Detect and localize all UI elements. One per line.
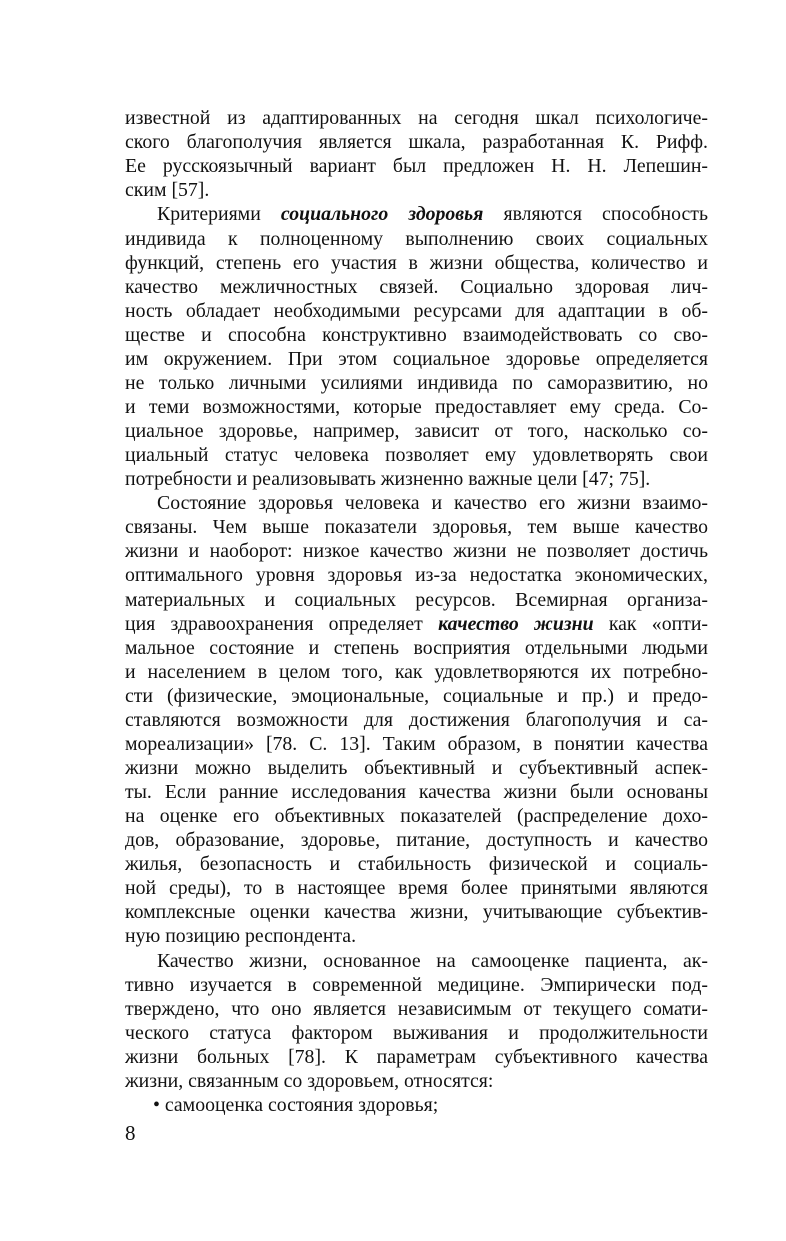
text-line: им окружением. При этом социальное здоровье определяется	[125, 348, 708, 370]
text-line: жизни можно выделить объективный и субъективный аспек-	[125, 757, 708, 779]
text-line: Ее русскоязычный вариант был предложен Н. Н. Лепешин-	[125, 155, 708, 177]
text-run: как «опти-	[593, 613, 708, 635]
text-line: дов, образование, здоровье, питание, доступность и качество	[125, 829, 708, 851]
text-line: потребности и реализовывать жизненно важные цели [47; 75].	[125, 468, 651, 490]
text-run: являются способность	[483, 203, 708, 225]
text-line: известной из адаптированных на сегодня шкал психологиче-	[125, 107, 708, 129]
text-line: циальное здоровье, например, зависит от того, насколько со-	[125, 420, 708, 442]
text-line: ческого статуса фактором выживания и продолжительности	[125, 1022, 708, 1044]
text-line: ность обладает необходимыми ресурсами для адаптации в об-	[125, 300, 708, 322]
text-line: комплексные оценки качества жизни, учитывающие субъектив-	[125, 901, 708, 923]
text-line: жизни больных [78]. К параметрам субъективного качества	[125, 1046, 708, 1068]
text-line	[157, 202, 708, 226]
text-line: сти (физические, эмоциональные, социальные и пр.) и предо-	[125, 685, 708, 707]
text-line: ставляются возможности для достижения благополучия и са-	[125, 709, 708, 731]
text-line: ной среды), то в настоящее время более принятыми являются	[125, 877, 708, 899]
text-line: оптимального уровня здоровья из-за недостатка экономических,	[125, 564, 708, 586]
text-line: на оценке его объективных показателей (распределение дохо-	[125, 805, 708, 827]
term-quality-of-life: качество жизни	[438, 613, 594, 635]
text-line: жизни и наоборот: низкое качество жизни не позволяет достичь	[125, 540, 708, 562]
text-line: не только личными усилиями индивида по саморазвитию, но	[125, 372, 708, 394]
text-line: мореализации» [78. С. 13]. Таким образом, в понятии качества	[125, 733, 708, 755]
text-line	[125, 612, 708, 636]
text-line: Качество жизни, основанное на самооценке пациента, ак-	[157, 950, 708, 972]
text-line: ским [57].	[125, 179, 210, 201]
term-social-health: социального здоровья	[280, 203, 484, 225]
text-line: и населением в целом того, как удовлетворяются их потребно-	[125, 661, 708, 683]
text-line: материальных и социальных ресурсов. Всемирная организа-	[125, 589, 708, 611]
text-line: циальный статус человека позволяет ему удовлетворять свои	[125, 444, 708, 466]
text-line: индивида к полноценному выполнению своих социальных	[125, 228, 708, 250]
text-line: и теми возможностями, которые предоставляет ему среда. Со-	[125, 396, 708, 418]
text-line: тверждено, что оно является независимым от текущего сомати-	[125, 998, 708, 1020]
text-line: Состояние здоровья человека и качество его жизни взаимо-	[157, 492, 708, 514]
text-line: ную позицию респондента.	[125, 925, 357, 947]
text-line: тивно изучается в современной медицине. Эмпирически под-	[125, 974, 708, 996]
text-line: жизни, связанным со здоровьем, относятся:	[125, 1070, 494, 1092]
text-line: ского благополучия является шкала, разработанная К. Рифф.	[125, 131, 708, 153]
text-line: мальное состояние и степень восприятия отдельными людьми	[125, 637, 708, 659]
bullet-item: • самооценка состояния здоровья;	[153, 1094, 439, 1116]
text-line: ществе и способна конструктивно взаимодействовать со сво-	[125, 324, 708, 346]
text-line: связаны. Чем выше показатели здоровья, тем выше качество	[125, 516, 708, 538]
page-number: 8	[125, 1121, 136, 1145]
text-line: ты. Если ранние исследования качества жизни были основаны	[125, 781, 708, 803]
text-line: качество межличностных связей. Социально здоровая лич-	[125, 276, 708, 298]
text-run: ция здравоохранения определяет	[125, 613, 439, 635]
text-line: жилья, безопасность и стабильность физической и социаль-	[125, 853, 708, 875]
text-run: Критериями	[157, 203, 281, 225]
text-line: функций, степень его участия в жизни общества, количество и	[125, 252, 708, 274]
